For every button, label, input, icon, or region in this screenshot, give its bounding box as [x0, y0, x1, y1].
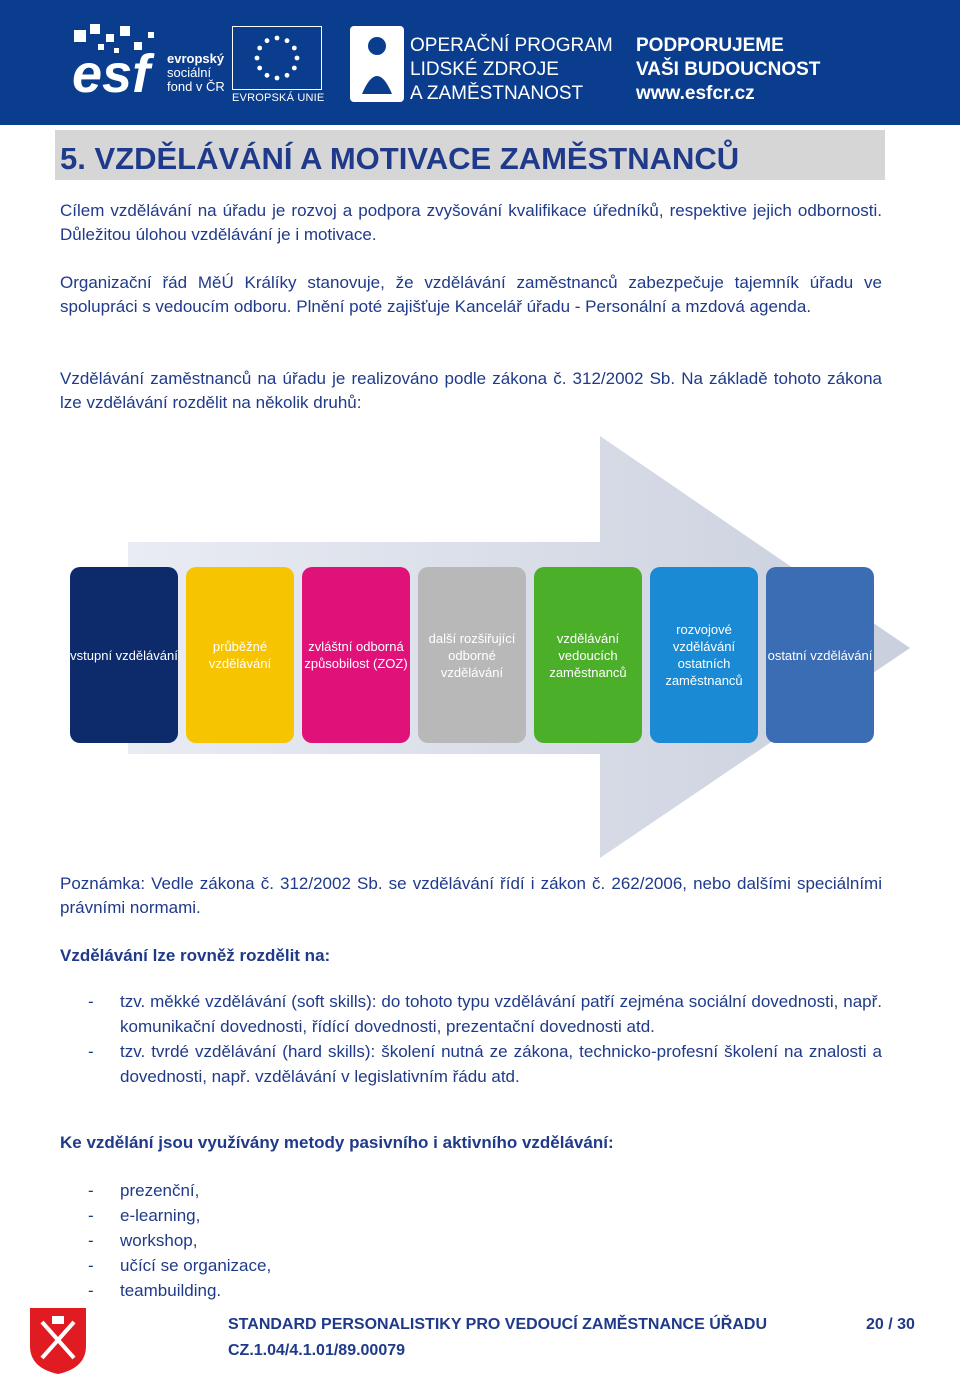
list-dash: - — [88, 1181, 94, 1200]
footer-title: STANDARD PERSONALISTIKY PRO VEDOUCÍ ZAMĚSTNANCE ÚŘADU — [228, 1316, 767, 1333]
intro-paragraph-3: Vzdělávání zaměstnanců na úřadu je realizováno podle zákona č. 312/2002 Sb. Na základě tohoto zákona lze vzdělávání rozdělit na několik druhů: — [60, 369, 882, 412]
method-item — [88, 1253, 882, 1278]
op-slogan — [636, 34, 820, 106]
methods-heading: Ke vzdělání jsou využívány metody pasivního i aktivního vzdělávání: — [60, 1133, 614, 1152]
training-box-5-label: vzdělávání vedoucích zaměstnanců — [549, 630, 627, 680]
esf-line-2: sociální — [167, 65, 212, 80]
list-dash: - — [88, 1281, 94, 1300]
training-box-7-label: ostatní vzdělávání — [767, 647, 873, 663]
footer-project-code: CZ.1.04/4.1.01/89.00079 — [228, 1342, 406, 1359]
soft-hard-heading: Vzdělávání lze rovněž rozdělit na: — [60, 946, 331, 965]
eu-star-icon — [292, 66, 297, 71]
training-box-1-label: vstupní vzdělávání — [70, 647, 178, 663]
op-line-1: OPERAČNÍ PROGRAM — [410, 35, 613, 56]
eu-star-icon — [292, 46, 297, 51]
method-text: prezenční, — [120, 1181, 200, 1200]
eu-star-icon — [257, 46, 262, 51]
list-item — [88, 989, 882, 1039]
slogan-line-3: www.esfcr.cz — [636, 83, 755, 104]
list-dash: - — [88, 1256, 94, 1275]
eu-star-icon — [295, 56, 300, 61]
esf-line-1: evropský — [167, 51, 225, 66]
method-text: teambuilding. — [120, 1281, 222, 1300]
training-box-7 — [766, 567, 874, 743]
list-dash: - — [88, 992, 94, 1011]
method-item — [88, 1178, 882, 1203]
eu-star-icon — [285, 38, 290, 43]
intro-paragraph-2: Organizační řád MěÚ Králíky stanovuje, že vzdělávání zaměstnanců zabezpečuje tajemník úřadu ve spolupráci s vedoucím odboru. Plnění poté zajišťuje Kancelář úřadu - Personální a mzdová agenda. — [60, 273, 882, 316]
esf-caption — [167, 52, 225, 94]
method-item — [88, 1203, 882, 1228]
slogan-line-2: VAŠI BUDOUCNOST — [636, 59, 821, 80]
esf-wordmark: esf — [72, 44, 151, 104]
training-box-6 — [650, 567, 758, 743]
method-text: e-learning, — [120, 1206, 201, 1225]
training-box-3 — [302, 567, 410, 743]
coat-of-arms-icon — [28, 1306, 88, 1376]
op-program-title — [410, 34, 613, 106]
op-line-3: A ZAMĚSTNANOST — [410, 83, 584, 104]
training-box-3-label: zvláštní odborná způsobilost (ZOZ) — [304, 639, 408, 671]
list-dash: - — [88, 1231, 94, 1250]
training-box-4-label: další rozšiřující odborné vzdělávání — [428, 630, 516, 680]
list-item-text: tzv. měkké vzdělávání (soft skills): do tohoto typu vzdělávání patří zejména sociální dovednosti, např. komunikační dovednosti, řídící dovednosti, prezentační dovednosti atd. — [120, 992, 882, 1036]
page-number: 20 / 30 — [866, 1316, 915, 1333]
method-text: učící se organizace, — [120, 1256, 272, 1275]
eu-star-icon — [275, 76, 280, 81]
eu-star-icon — [257, 66, 262, 71]
eu-star-icon — [265, 38, 270, 43]
method-item — [88, 1228, 882, 1253]
method-item — [88, 1278, 882, 1303]
eu-star-icon — [255, 56, 260, 61]
training-box-4 — [418, 567, 526, 743]
method-text: workshop, — [120, 1231, 198, 1250]
eu-star-icon — [265, 73, 270, 78]
eu-label: EVROPSKÁ UNIE — [232, 92, 325, 104]
list-item — [88, 1039, 882, 1089]
eu-star-icon — [275, 36, 280, 41]
esf-line-3: fond v ČR — [167, 79, 225, 94]
training-box-2 — [186, 567, 294, 743]
training-box-2-label: průběžné vzdělávání — [208, 639, 272, 671]
eu-flag-icon — [232, 26, 322, 90]
section-title: 5. VZDĚLÁVÁNÍ A MOTIVACE ZAMĚSTNANCŮ — [60, 141, 740, 176]
intro-paragraph-1: Cílem vzdělávání na úřadu je rozvoj a podpora zvyšování kvalifikace úředníků, respektive jejich odbornosti. Důležitou úlohou vzdělávání je i motivace. — [60, 201, 882, 244]
slogan-line-1: PODPORUJEME — [636, 35, 784, 56]
training-box-5 — [534, 567, 642, 743]
list-item-text: tzv. tvrdé vzdělávání (hard skills): školení nutná ze zákona, technicko-profesní školení na znalosti a dovednosti, např. vzdělávání v legislativním řádu atd. — [120, 1042, 882, 1086]
list-dash: - — [88, 1206, 94, 1225]
training-box-1 — [70, 567, 178, 743]
training-box-6-label: rozvojové vzdělávání ostatních zaměstnanců — [665, 622, 743, 688]
op-line-2: LIDSKÉ ZDROJE — [410, 59, 559, 80]
header-banner — [0, 0, 960, 125]
law-note: Poznámka: Vedle zákona č. 312/2002 Sb. se vzdělávání řídí i zákon č. 262/2006, nebo dalšími speciálními právními normami. — [60, 874, 882, 917]
list-dash: - — [88, 1042, 94, 1061]
eu-star-icon — [285, 73, 290, 78]
op-figure-icon — [348, 24, 406, 104]
